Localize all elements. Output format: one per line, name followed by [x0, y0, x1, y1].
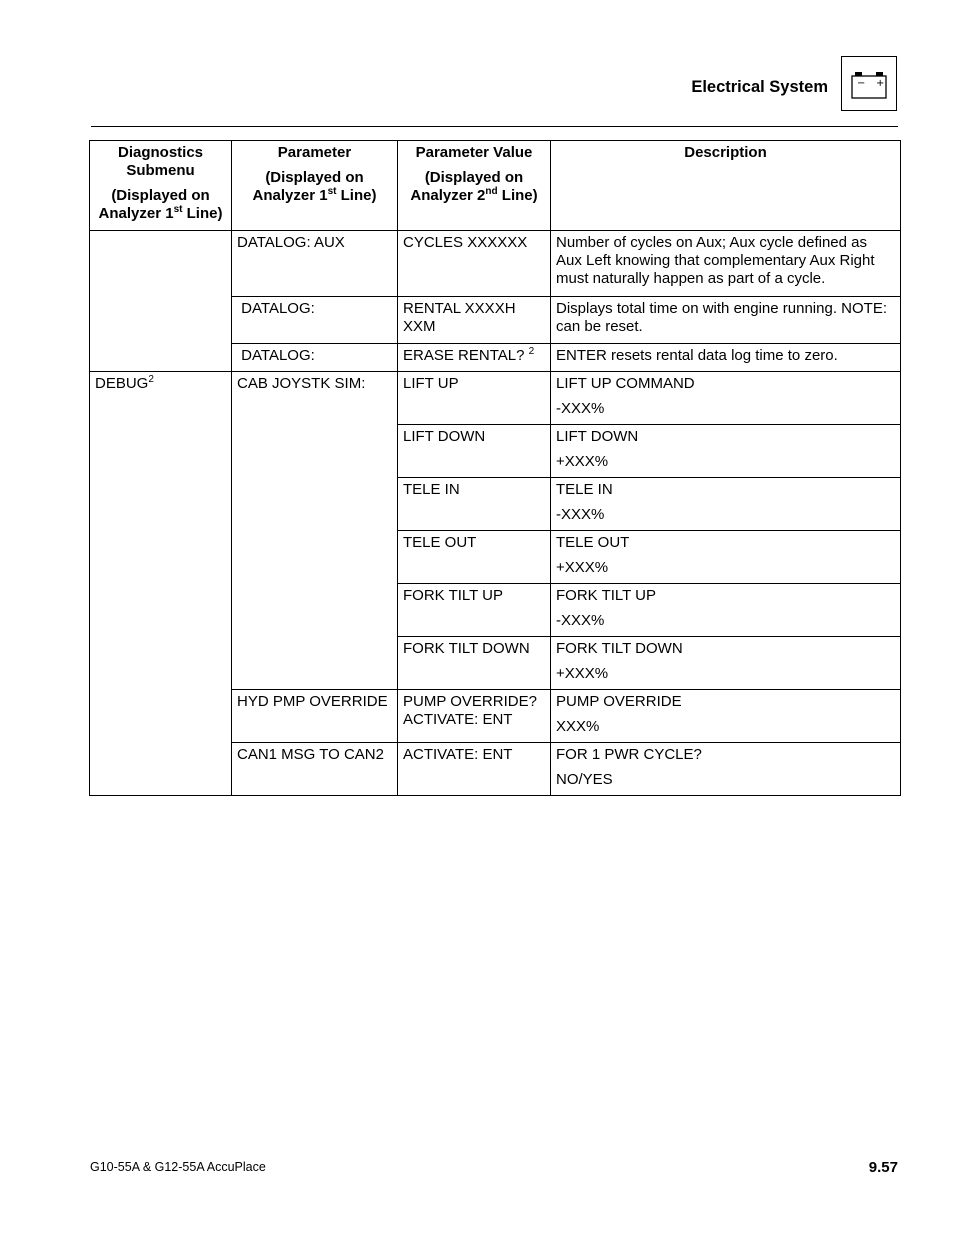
footnote-marker: 2 — [528, 346, 535, 357]
desc-line: -XXX% — [556, 506, 605, 523]
battery-icon — [841, 56, 897, 111]
value-line: PUMP OVERRIDE? — [403, 693, 537, 710]
table-row — [90, 231, 901, 297]
cell-value: LIFT UP — [398, 372, 551, 425]
cell-parameter: DATALOG: AUX — [232, 231, 398, 297]
section-title: Electrical System — [691, 78, 828, 96]
cell-parameter: DATALOG: — [232, 297, 398, 344]
cell-value-text: ERASE RENTAL? — [403, 347, 529, 364]
cell-value: ACTIVATE: ENT — [398, 743, 551, 796]
header-superscript: nd — [485, 186, 498, 197]
desc-line: TELE IN — [556, 481, 613, 498]
footnote-marker: 2 — [148, 374, 154, 385]
cell-submenu — [90, 372, 232, 796]
cell-parameter: CAN1 MSG TO CAN2 — [232, 743, 398, 796]
header-text: Analyzer 1 — [252, 187, 328, 204]
desc-line: +XXX% — [556, 453, 609, 470]
footer-model: G10-55A & G12-55A AccuPlace — [90, 1160, 266, 1174]
cell-description — [551, 531, 901, 584]
header-text: Diagnostics — [117, 144, 204, 161]
desc-line: -XXX% — [556, 612, 605, 629]
header-submenu — [90, 141, 232, 231]
header-parameter — [232, 141, 398, 231]
header-text: (Displayed on — [111, 187, 210, 204]
header-text: (Displayed on — [424, 169, 524, 186]
cell-description: Number of cycles on Aux; Aux cycle defined as Aux Left knowing that complementary Aux Right must naturally happen as part of a cycle. — [551, 231, 901, 297]
header-superscript: st — [327, 186, 337, 197]
cell-value: RENTAL XXXXH XXM — [398, 297, 551, 344]
header-text: Submenu — [126, 162, 195, 179]
cell-value: TELE IN — [398, 478, 551, 531]
desc-line: FOR 1 PWR CYCLE? — [556, 746, 702, 763]
cell-submenu-text: DEBUG — [95, 375, 149, 392]
desc-line: -XXX% — [556, 400, 605, 417]
header-superscript: st — [173, 204, 183, 215]
cell-description: Displays total time on with engine running. NOTE: can be reset. — [551, 297, 901, 344]
header-text: Line) — [182, 205, 223, 222]
desc-line: +XXX% — [556, 665, 609, 682]
desc-line: TELE OUT — [556, 534, 630, 551]
header-text: Parameter — [277, 144, 352, 161]
cell-parameter: HYD PMP OVERRIDE — [232, 690, 398, 743]
cell-value: LIFT DOWN — [398, 425, 551, 478]
cell-value: FORK TILT DOWN — [398, 637, 551, 690]
cell-value: TELE OUT — [398, 531, 551, 584]
cell-description — [551, 690, 901, 743]
cell-value: CYCLES XXXXXX — [398, 231, 551, 297]
header-text: Parameter Value — [415, 144, 533, 161]
cell-value — [398, 690, 551, 743]
table-header-row — [90, 141, 901, 231]
desc-line: PUMP OVERRIDE — [556, 693, 682, 710]
cell-description — [551, 478, 901, 531]
cell-description — [551, 584, 901, 637]
desc-line: FORK TILT DOWN — [556, 640, 683, 657]
page-number: 9.57 — [868, 1159, 898, 1176]
desc-line: +XXX% — [556, 559, 609, 576]
cell-submenu — [90, 231, 232, 372]
cell-description — [551, 372, 901, 425]
header-text: (Displayed on — [265, 169, 364, 186]
header-text: Description — [684, 144, 767, 161]
cell-description: ENTER resets rental data log time to zero. — [551, 344, 901, 372]
battery-minus-symbol: − — [857, 78, 866, 89]
header-text: Analyzer 1 — [98, 205, 174, 222]
cell-description — [551, 425, 901, 478]
header-parameter-value — [398, 141, 551, 231]
table-row — [90, 372, 901, 425]
value-line: ACTIVATE: ENT — [403, 711, 513, 728]
cell-description — [551, 743, 901, 796]
diagnostics-table — [89, 140, 901, 796]
desc-line: LIFT UP COMMAND — [556, 375, 695, 392]
desc-line: LIFT DOWN — [556, 428, 639, 445]
cell-value: FORK TILT UP — [398, 584, 551, 637]
header-text: Analyzer 2 — [410, 187, 486, 204]
cell-value — [398, 344, 551, 372]
cell-parameter: CAB JOYSTK SIM: — [232, 372, 398, 690]
battery-plus-symbol: + — [876, 78, 885, 89]
cell-description — [551, 637, 901, 690]
desc-line: XXX% — [556, 718, 600, 735]
header-rule — [91, 126, 898, 127]
header-text: Line) — [497, 187, 538, 204]
desc-line: NO/YES — [556, 771, 613, 788]
header-description — [551, 141, 901, 231]
cell-parameter: DATALOG: — [232, 344, 398, 372]
header-text: Line) — [336, 187, 377, 204]
desc-line: FORK TILT UP — [556, 587, 657, 604]
